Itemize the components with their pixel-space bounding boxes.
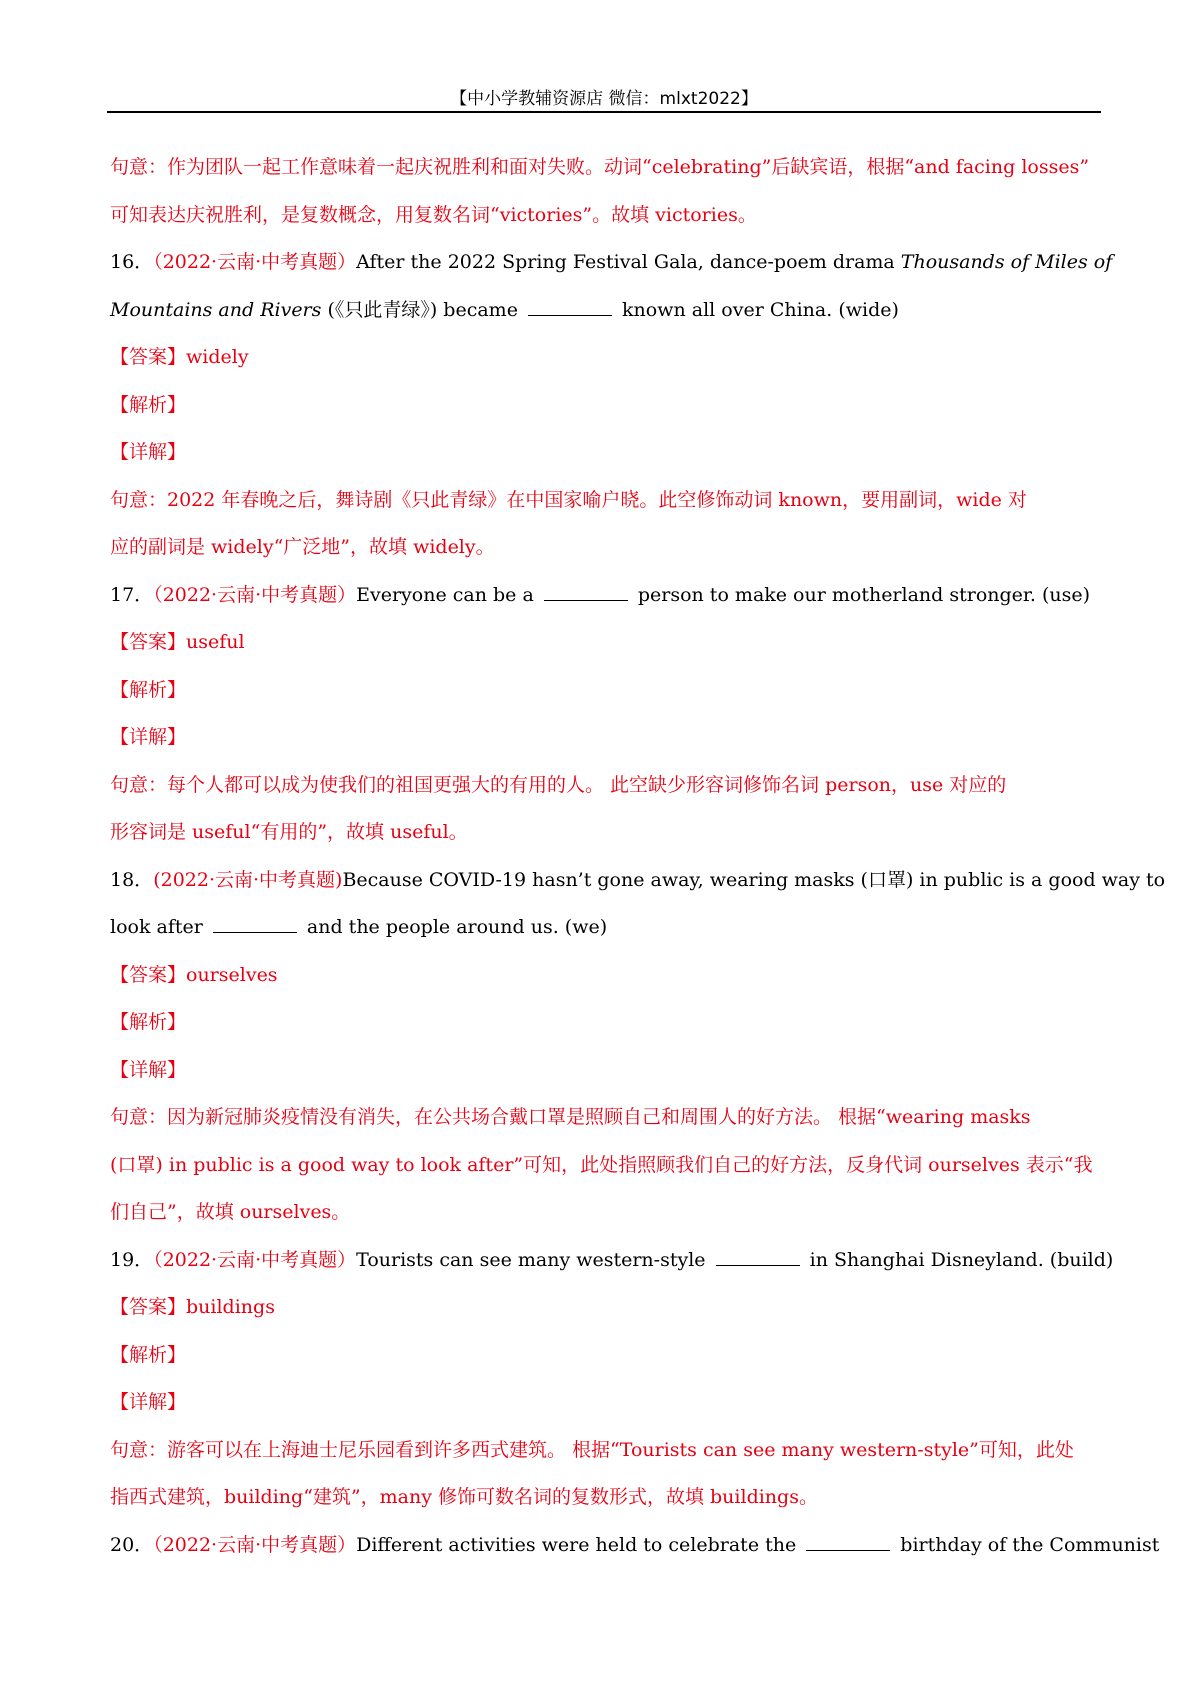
question-18-cont [110,904,1105,952]
question-text: person to make our motherland stronger. (use) [631,583,1091,606]
question-18 [110,857,1166,905]
question-text: Different activities were held to celebrate the [356,1533,803,1556]
explanation-line: 可知表达庆祝胜利，是复数概念，用复数名词“victories”。故填 victories。 [110,203,757,226]
question-number: 18． [110,868,154,891]
analysis-label: 【解析】 [110,1011,187,1033]
question-16 [110,239,1113,287]
explanation-line: (口罩) in public is a good way to look after”可知，此处指照顾我们自己的好方法，反身代词 ourselves 表示“我 [110,1153,1093,1176]
explanation-line: 形容词是 useful“有用的”，故填 useful。 [110,821,468,843]
question-20 [110,1522,1160,1570]
question-source: (2022·云南·中考真题) [153,868,343,891]
work-title: Mountains and Rivers [110,298,322,321]
explanation-line: 句意：作为团队一起工作意味着一起庆祝胜利和面对失败。动词“celebrating”后缺宾语，根据“and facing losses” [110,156,1090,178]
question-text: After the 2022 Spring Festival Gala, dance-poem drama [356,251,901,273]
explanation-line: 指西式建筑，building“建筑”，many 修饰可数名词的复数形式，故填 buildings。 [110,1486,818,1508]
question-text: Because COVID-19 hasn’t gone away, wearing masks (口罩) in public is a good way to [342,868,1166,891]
question-17 [110,572,1105,620]
analysis-label: 【解析】 [110,1343,187,1366]
question-text: birthday of the Communist [894,1533,1160,1556]
question-19 [110,1237,1114,1285]
detail-label: 【详解】 [110,726,187,748]
detail-label: 【详解】 [110,1058,187,1081]
question-number: 17． [110,583,154,606]
detail-label: 【详解】 [110,1391,187,1413]
answer-label: 【答案】ourselves [110,963,278,986]
answer-label: 【答案】widely [110,346,249,368]
question-source: （2022·云南·中考真题） [153,1533,357,1556]
explanation-line: 句意：游客可以在上海迪士尼乐园看到许多西式建筑。 根据“Tourists can see many western-style”可知，此处 [110,1438,1074,1461]
question-text: known all over China. (wide) [616,298,899,321]
header-divider [107,111,1101,113]
answer-blank [213,917,297,933]
question-text: in Shanghai Disneyland. (build) [803,1248,1114,1271]
question-text: look after [110,916,209,938]
question-text: and the people around us. (we) [300,916,608,938]
question-text: Everyone can be a [356,583,540,606]
question-source: （2022·云南·中考真题） [153,251,357,273]
page-header: 【中小学教辅资源店 微信：mlxt2022】 [450,89,758,109]
question-source: （2022·云南·中考真题） [153,583,357,606]
question-text: Tourists can see many western-style [356,1248,712,1271]
answer-blank [544,585,628,601]
question-text: (《只此青绿》) became [321,298,524,321]
answer-blank [716,1250,800,1266]
analysis-label: 【解析】 [110,393,187,416]
question-16-cont [110,287,1105,335]
work-title: Thousands of Miles of [900,251,1113,273]
analysis-label: 【解析】 [110,678,187,701]
answer-label: 【答案】buildings [110,1296,275,1318]
question-number: 16． [110,251,154,273]
answer-blank [528,300,612,316]
answer-blank [806,1535,890,1551]
document-body [110,144,1166,1569]
explanation-line: 应的副词是 widely“广泛地”，故填 widely。 [110,536,495,558]
question-number: 20． [110,1533,154,1556]
question-source: （2022·云南·中考真题） [153,1248,357,1271]
detail-label: 【详解】 [110,441,187,463]
answer-label: 【答案】useful [110,631,245,653]
explanation-line: 句意：每个人都可以成为使我们的祖国更强大的有用的人。 此空缺少形容词修饰名词 person，use 对应的 [110,773,1007,796]
explanation-line: 们自己”，故填 ourselves。 [110,1201,351,1223]
explanation-line: 句意：2022 年春晚之后，舞诗剧《只此青绿》在中国家喻户晓。此空修饰动词 known，要用副词，wide 对 [110,488,1027,511]
explanation-line: 句意：因为新冠肺炎疫情没有消失，在公共场合戴口罩是照顾自己和周围人的好方法。 根据“wearing masks [110,1106,1031,1128]
question-number: 19． [110,1248,154,1271]
